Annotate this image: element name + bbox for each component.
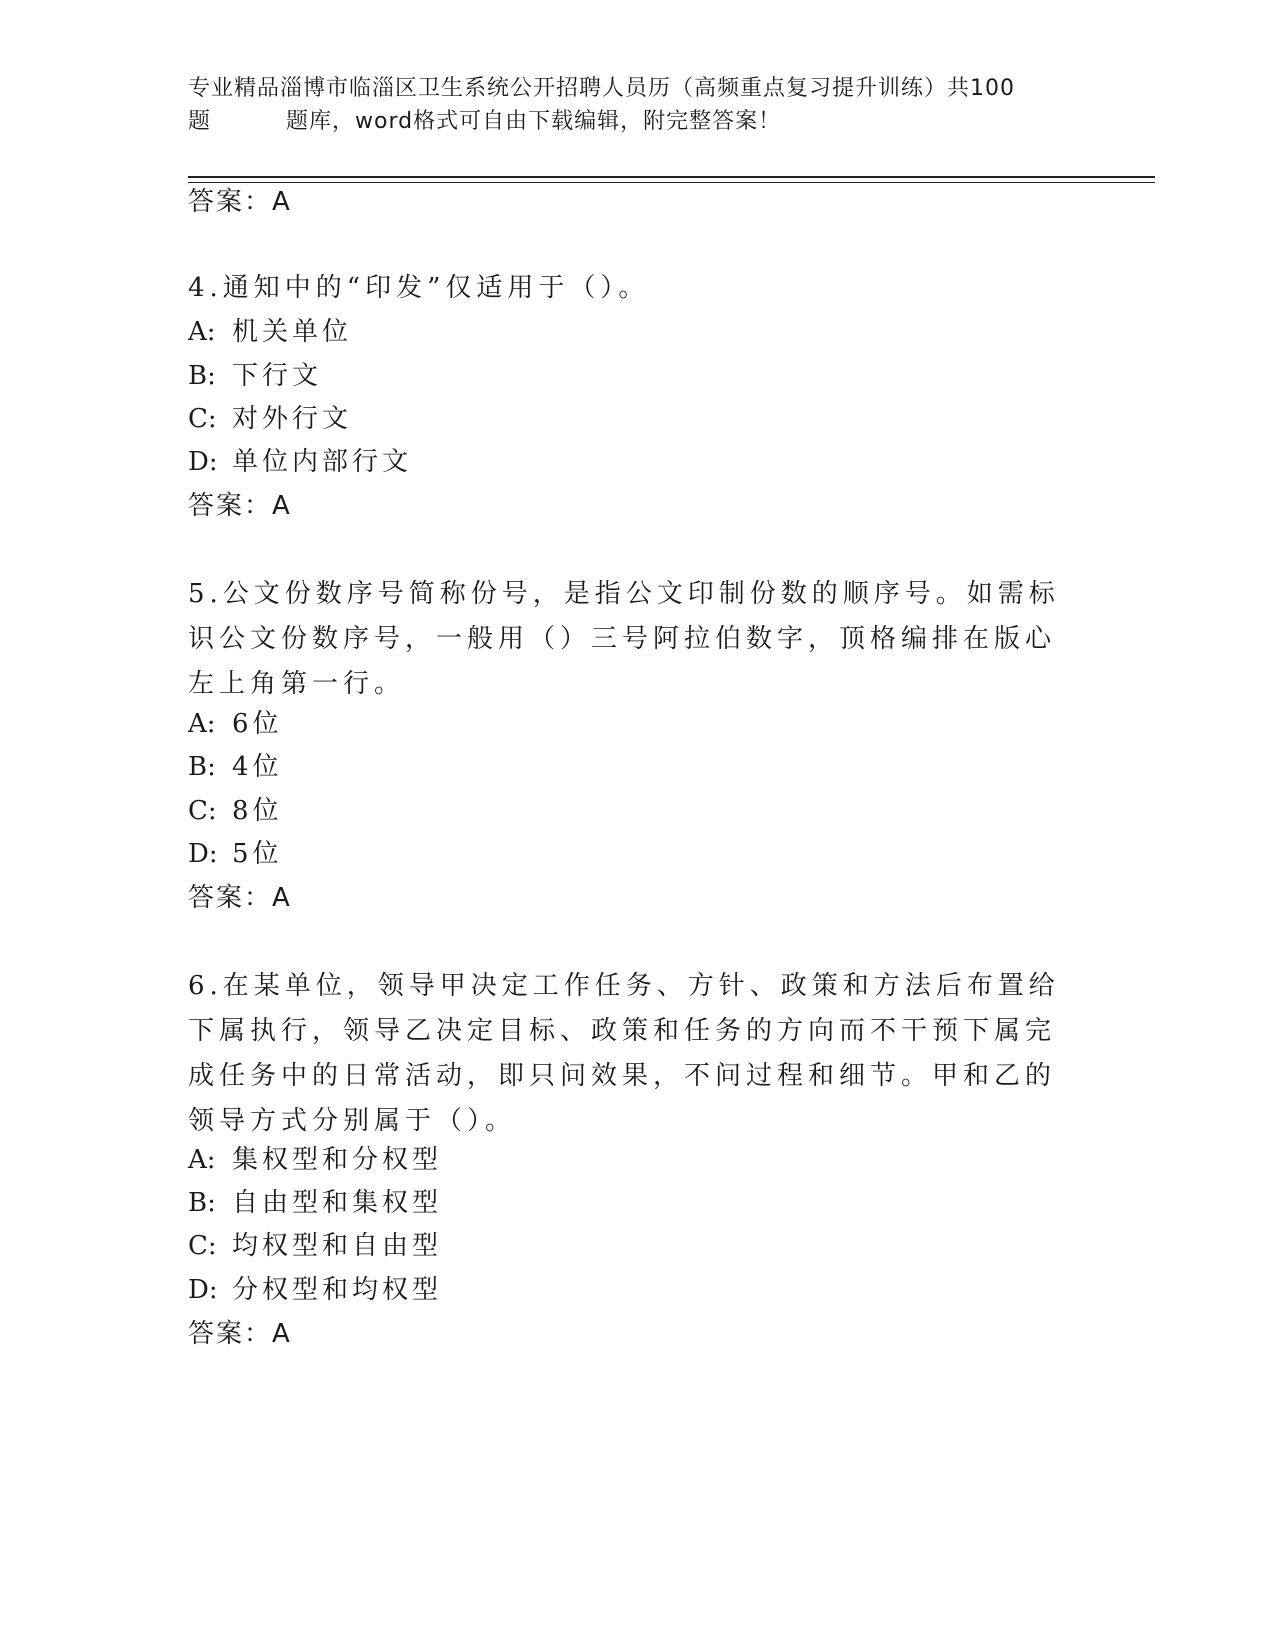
option-text: 对外行文 <box>232 404 353 434</box>
option-text: 集权型和分权型 <box>232 1145 443 1175</box>
question-5-option-c <box>188 791 283 831</box>
question-5-answer: 答案：A <box>188 883 292 913</box>
question-4-option-b <box>188 356 322 396</box>
option-label: C: <box>188 404 217 434</box>
option-label: B: <box>188 752 216 782</box>
option-text: 5位 <box>232 839 283 869</box>
header-title-line2 <box>188 105 1088 138</box>
question-4-option-a <box>188 312 352 352</box>
header-title-line1: 专业精品淄博市临淄区卫生系统公开招聘人员历（高频重点复习提升训练）共100 <box>188 76 1015 101</box>
question-5-stem: 5.公文份数序号简称份号，是指公文印制份数的顺序号。如需标识公文份数序号，一般用（）三号阿拉伯数字，顶格编排在版心左上角第一行。 <box>188 579 1060 699</box>
option-text: 下行文 <box>232 361 323 391</box>
option-text: 8位 <box>232 796 283 826</box>
header-title-line2-lead: 题 <box>188 109 212 134</box>
option-label: D: <box>188 1275 218 1305</box>
header-title-line2-rest: 题库，word格式可自由下载编辑，附完整答案！ <box>286 109 782 134</box>
option-text: 分权型和均权型 <box>232 1275 443 1305</box>
option-text: 6位 <box>232 709 283 739</box>
question-4-option-c <box>188 399 352 439</box>
question-5-option-b <box>188 747 283 787</box>
option-text: 单位内部行文 <box>232 447 413 477</box>
question-4-stem: 4.通知中的“印发”仅适用于（）。 <box>188 273 650 303</box>
option-label: D: <box>188 447 218 477</box>
option-label: A: <box>188 317 216 347</box>
header-divider-thick <box>188 176 1155 178</box>
question-6-option-c <box>188 1226 442 1266</box>
option-label: B: <box>188 1188 216 1218</box>
option-text: 4位 <box>232 752 283 782</box>
question-6-answer: 答案：A <box>188 1319 292 1349</box>
question-4-answer: 答案：A <box>188 491 292 521</box>
option-text: 自由型和集权型 <box>232 1188 443 1218</box>
option-label: C: <box>188 1231 217 1261</box>
option-label: A: <box>188 1145 216 1175</box>
option-label: B: <box>188 361 216 391</box>
option-label: C: <box>188 796 217 826</box>
option-label: D: <box>188 839 218 869</box>
option-label: A: <box>188 709 216 739</box>
question-6-option-a <box>188 1140 442 1180</box>
question-5-option-a <box>188 704 283 744</box>
question-6-option-b <box>188 1183 442 1223</box>
option-text: 机关单位 <box>232 317 353 347</box>
option-text: 均权型和自由型 <box>232 1231 443 1261</box>
question-4-option-d <box>188 442 412 482</box>
header-divider-thin <box>188 182 1155 183</box>
previous-answer: 答案：A <box>188 187 292 217</box>
document-header <box>188 72 1088 138</box>
question-5-option-d <box>188 834 283 874</box>
question-6-stem: 6.在某单位，领导甲决定工作任务、方针、政策和方法后布置给下属执行，领导乙决定目标、政策和任务的方向而不干预下属完成任务中的日常活动，即只问效果，不问过程和细节。甲和乙的领导方式分别属于（）。 <box>188 971 1060 1136</box>
question-6-option-d <box>188 1270 442 1310</box>
